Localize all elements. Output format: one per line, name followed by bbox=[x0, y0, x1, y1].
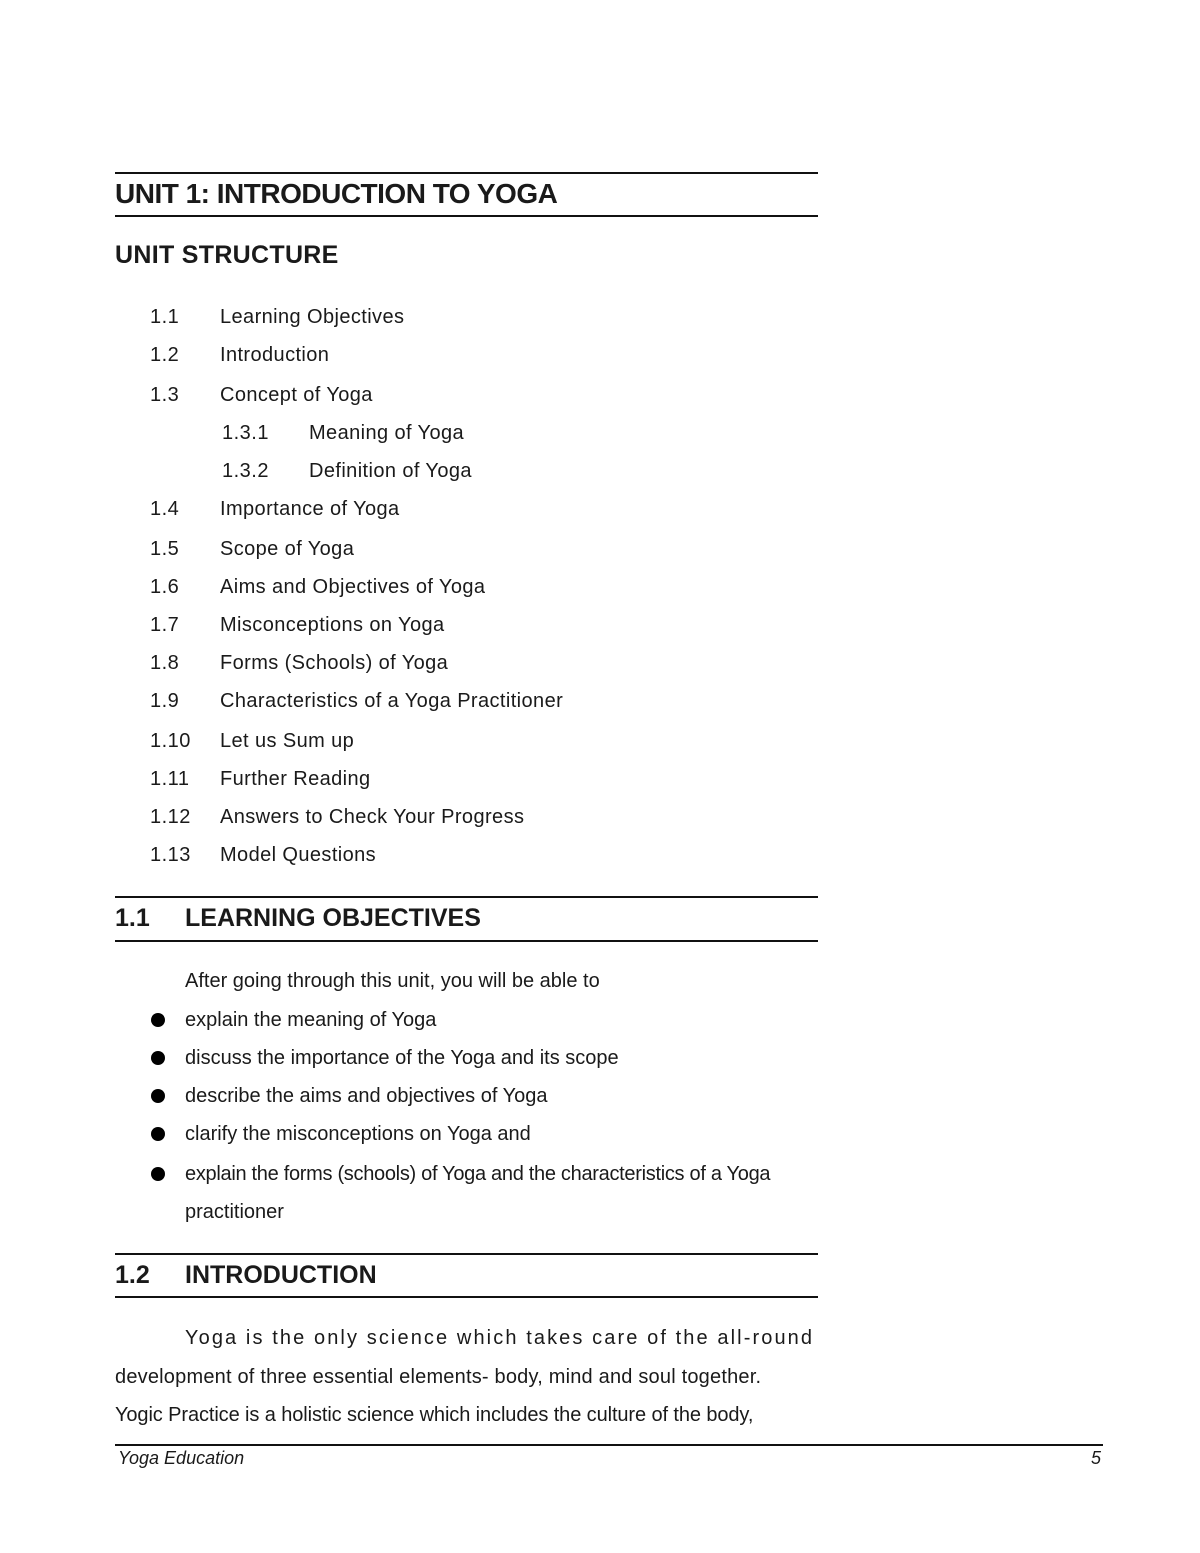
toc-item: Forms (Schools) of Yoga bbox=[220, 652, 449, 674]
bullet-icon bbox=[151, 1089, 165, 1103]
toc-subitem: Definition of Yoga bbox=[309, 460, 472, 482]
intro-line-1: Yoga is the only science which takes care of the all-round bbox=[185, 1327, 815, 1349]
objective-item: explain the meaning of Yoga bbox=[185, 1009, 437, 1031]
bullet-icon bbox=[151, 1127, 165, 1141]
toc-item: Let us Sum up bbox=[220, 730, 355, 752]
title-rule-bottom bbox=[115, 215, 818, 217]
toc-subnumber: 1.3.2 bbox=[222, 460, 269, 482]
toc-number: 1.13 bbox=[150, 844, 191, 866]
bullet-icon bbox=[151, 1013, 165, 1027]
toc-number: 1.6 bbox=[150, 576, 180, 598]
toc-item: Characteristics of a Yoga Practitioner bbox=[220, 690, 564, 712]
toc-number: 1.10 bbox=[150, 730, 191, 752]
toc-item: Answers to Check Your Progress bbox=[220, 806, 525, 828]
toc-number: 1.7 bbox=[150, 614, 180, 636]
toc-subnumber: 1.3.1 bbox=[222, 422, 269, 444]
toc-item: Concept of Yoga bbox=[220, 384, 373, 406]
toc-number: 1.11 bbox=[150, 768, 190, 790]
objectives-intro: After going through this unit, you will be able to bbox=[185, 970, 600, 992]
unit-structure-heading: UNIT STRUCTURE bbox=[115, 241, 339, 269]
toc-number: 1.1 bbox=[150, 306, 180, 328]
bullet-icon bbox=[151, 1167, 165, 1181]
toc-number: 1.4 bbox=[150, 498, 180, 520]
toc-number: 1.9 bbox=[150, 690, 180, 712]
toc-item: Learning Objectives bbox=[220, 306, 405, 328]
toc-item: Aims and Objectives of Yoga bbox=[220, 576, 486, 598]
objective-item: explain the forms (schools) of Yoga and the characteristics of a Yoga bbox=[185, 1163, 771, 1185]
toc-subitem: Meaning of Yoga bbox=[309, 422, 465, 444]
toc-number: 1.12 bbox=[150, 806, 191, 828]
footer-rule bbox=[115, 1444, 1103, 1446]
section-rule-bottom bbox=[115, 940, 818, 942]
footer-title: Yoga Education bbox=[118, 1448, 245, 1468]
toc-item: Importance of Yoga bbox=[220, 498, 400, 520]
section-rule-top bbox=[115, 896, 818, 898]
toc-number: 1.8 bbox=[150, 652, 180, 674]
toc-item: Misconceptions on Yoga bbox=[220, 614, 445, 636]
intro-line-2: development of three essential elements- body, mind and soul together. bbox=[115, 1366, 762, 1388]
toc-item: Further Reading bbox=[220, 768, 371, 790]
intro-line-3: Yogic Practice is a holistic science which includes the culture of the body, bbox=[115, 1404, 754, 1426]
toc-number: 1.3 bbox=[150, 384, 180, 406]
section-number: 1.1 bbox=[115, 904, 150, 932]
objective-item-continued: practitioner bbox=[185, 1201, 284, 1223]
bullet-icon bbox=[151, 1051, 165, 1065]
page-number: 5 bbox=[1091, 1448, 1102, 1468]
unit-title: UNIT 1: INTRODUCTION TO YOGA bbox=[115, 178, 558, 209]
toc-number: 1.2 bbox=[150, 344, 180, 366]
objective-item: describe the aims and objectives of Yoga bbox=[185, 1085, 548, 1107]
section-number: 1.2 bbox=[115, 1261, 150, 1289]
section-rule-top bbox=[115, 1253, 818, 1255]
objective-item: discuss the importance of the Yoga and its scope bbox=[185, 1047, 619, 1069]
section-rule-bottom bbox=[115, 1296, 818, 1298]
section-heading: LEARNING OBJECTIVES bbox=[185, 904, 481, 932]
section-heading: INTRODUCTION bbox=[185, 1261, 377, 1289]
toc-item: Model Questions bbox=[220, 844, 377, 866]
toc-item: Introduction bbox=[220, 344, 330, 366]
toc-item: Scope of Yoga bbox=[220, 538, 355, 560]
title-rule-top bbox=[115, 172, 818, 174]
toc-number: 1.5 bbox=[150, 538, 180, 560]
objective-item: clarify the misconceptions on Yoga and bbox=[185, 1123, 531, 1145]
